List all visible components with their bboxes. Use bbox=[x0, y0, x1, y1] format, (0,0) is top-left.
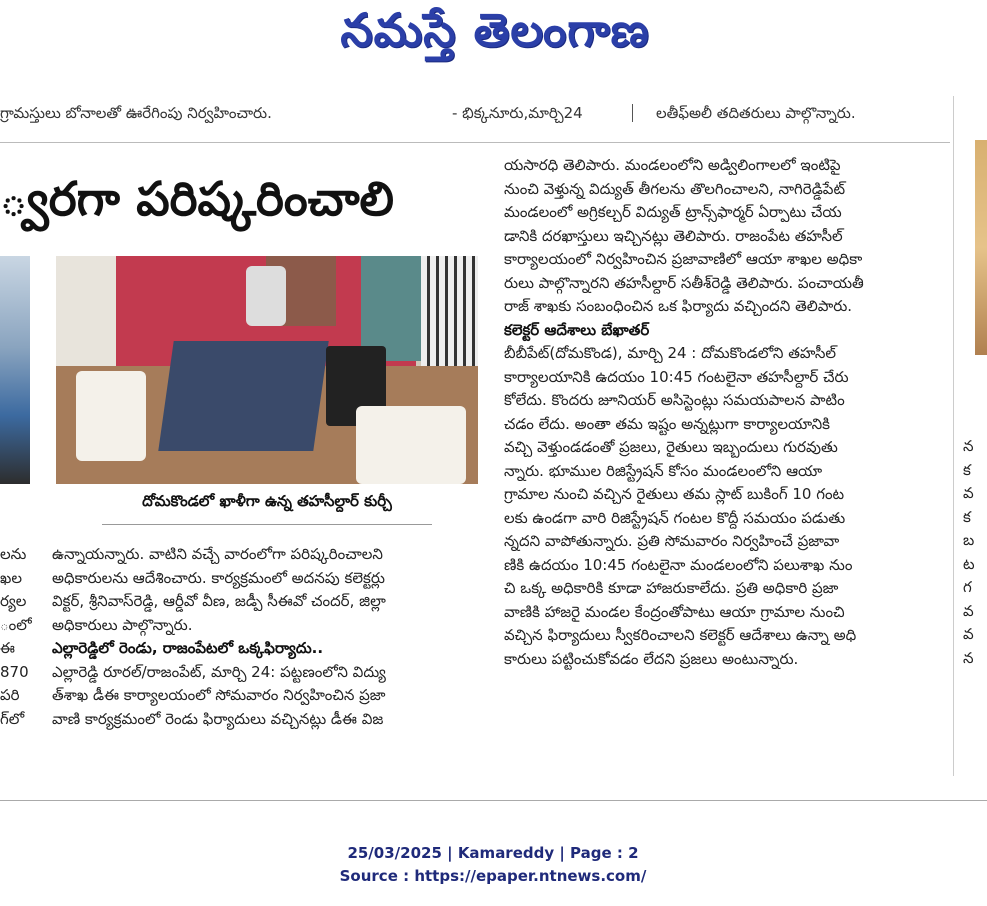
subheading-yellareddy: ఎల్లారెడ్డిలో రెండు, రాజంపేటలో ఒక్కఫిర్యాదు.. bbox=[52, 639, 324, 657]
text-line: ట bbox=[963, 554, 975, 573]
text-line: కార్యాలయంలో నిర్వహించిన ప్రజావాణిలో ఆయా శాఖల అధికా bbox=[504, 250, 863, 268]
text-line: యసారధి తెలిపారు. మండలంలోని అడ్విలింగాలలో ఇంటిపై bbox=[504, 156, 841, 174]
top-divider bbox=[0, 142, 950, 143]
text-line: త్‌శాఖ డీఈ కార్యాలయంలో సోమవారం నిర్వహించిన ప్రజా bbox=[52, 686, 386, 704]
text-line: చడం లేదు. అంతా తమ ఇష్టం అన్నట్లుగా కార్యాలయానికి bbox=[504, 414, 830, 433]
text-line: లను bbox=[0, 545, 27, 563]
article-photo-empty-office bbox=[56, 256, 478, 484]
text-line: వాణికి హాజరై మండల కేంద్రంతోపాటు ఆయా గ్రామాల నుంచి bbox=[504, 602, 845, 621]
text-line: గ్‌లో bbox=[0, 709, 25, 728]
caption-divider bbox=[102, 524, 432, 525]
text-line: వాణి కార్యక్రమంలో రెండు ఫిర్యాదులు వచ్చినట్లు డీఈ విజ bbox=[52, 709, 384, 728]
masthead-title: నమస్తే తెలంగాణ bbox=[340, 3, 650, 57]
text-line: గ్రామాల నుంచి వచ్చిన రైతులు తమ స్లాట్ బుకింగ్ 10 గంట bbox=[504, 485, 845, 503]
text-line: ంలో bbox=[0, 615, 32, 634]
text-line: కోలేదు. కొందరు జూనియర్ అసిస్టెంట్లు సమయపాలన పాటిం bbox=[504, 391, 845, 409]
column-divider bbox=[953, 96, 954, 776]
footer-divider bbox=[0, 800, 987, 801]
text-line: వచ్చిన ఫిర్యాదులు స్వీకరించాలని కలెక్టర్ ఆదేశాలు ఉన్నా అధి bbox=[504, 626, 857, 644]
subheading-collector-orders: కలెక్టర్ ఆదేశాలు బేఖాతర్ bbox=[504, 320, 650, 339]
partial-photo-left bbox=[0, 256, 30, 484]
text-line: ఎల్లారెడ్డి రూరల్/రాజంపేట్, మార్చి 24: పట్టణంలోని విద్యు bbox=[52, 662, 386, 681]
text-line: బీబీపేట్(దోమకొండ), మార్చి 24 : దోమకొండలోని తహసీల్ bbox=[504, 344, 837, 362]
text-line: చి ఒక్క అధికారికి కూడా హాజరుకాలేదు. ప్రతి అధికారి ప్రజా bbox=[504, 579, 839, 597]
top-strip-left: గ్రామస్తులు బోనాలతో ఊరేగింపు నిర్వహించారు. bbox=[0, 104, 272, 122]
text-line: లకు ఉండగా వారి రిజిస్ట్రేషన్ గంటల కొద్దీ సమయం పడుతు bbox=[504, 508, 846, 527]
text-line: ఖల bbox=[0, 568, 22, 587]
footer-date-edition: 25/03/2025 | Kamareddy | Page : 2 bbox=[347, 844, 639, 862]
text-line: ణికి ఉదయం 10:45 గంటలైనా మండలంలోని పలుశాఖ నుం bbox=[504, 555, 853, 574]
top-strip-divider bbox=[632, 104, 633, 122]
text-line: న bbox=[963, 437, 974, 455]
text-line: విక్టర్, శ్రీనివాస్‌రెడ్డి, ఆర్డీవో వీణ, జడ్పీ సీఈవో చందర్, జిల్లా bbox=[52, 592, 386, 610]
text-line: న్నదని వాపోతున్నారు. ప్రతి సోమవారం నిర్వహించే ప్రజావా bbox=[504, 532, 840, 550]
text-line: మండలంలో అగ్రికల్చర్ విద్యుత్ ట్రాన్స్‌ఫార్మర్ ఏర్పాటు చేయ bbox=[504, 203, 842, 221]
article-headline: ్వరగా పరిష్కరించాలి bbox=[0, 172, 395, 227]
text-line: ఉన్నాయన్నారు. వాటిని వచ్చే వారంలోగా పరిష్కరించాలని bbox=[52, 545, 383, 563]
text-line: గ bbox=[963, 578, 972, 596]
partial-photo-right bbox=[975, 140, 987, 355]
text-line: ర్యల bbox=[0, 592, 27, 610]
top-strip-right: లతీఫ్‌అలీ తదితరులు పాల్గొన్నారు. bbox=[656, 104, 856, 122]
text-line: అధికారులను ఆదేశించారు. కార్యక్రమంలో అదనపు కలెక్టర్లు bbox=[52, 568, 385, 587]
text-line: డానికి దరఖాస్తులు ఇచ్చినట్లు తెలిపారు. రాజంపేట తహసీల్ bbox=[504, 226, 843, 245]
text-line: క bbox=[963, 460, 971, 479]
column-c bbox=[504, 154, 950, 671]
text-line: క bbox=[963, 507, 971, 526]
text-line: వచ్చి వెళ్తుండడంతో ప్రజలు, రైతులు ఇబ్బందులు గురవుతు bbox=[504, 438, 838, 456]
column-d-fragment bbox=[963, 435, 987, 670]
text-line: నుంచి వెళ్తున్న విద్యుత్ తీగలను తొలగించాలని, నాగిరెడ్డిపేట్ bbox=[504, 179, 846, 198]
text-line: బ bbox=[963, 531, 975, 549]
footer bbox=[293, 842, 693, 888]
text-line: న bbox=[963, 648, 974, 667]
text-line: వ bbox=[963, 625, 974, 643]
column-b bbox=[52, 543, 480, 731]
footer-source: Source : https://epaper.ntnews.com/ bbox=[339, 867, 647, 885]
text-line: ఈ bbox=[0, 639, 15, 657]
text-line: అధికారులు పాల్గొన్నారు. bbox=[52, 615, 193, 634]
column-a-fragment bbox=[0, 543, 32, 731]
text-line: కారులు పట్టించుకోవడం లేదని ప్రజలు అంటున్నారు. bbox=[504, 649, 799, 668]
text-line: వ bbox=[963, 601, 974, 620]
text-line: కార్యాలయానికి ఉదయం 10:45 గంటలైనా తహసీల్దార్ చేరు bbox=[504, 367, 849, 386]
text-line: వ bbox=[963, 484, 974, 502]
text-line: న్నారు. భూముల రిజిస్ట్రేషన్ కోసం మండలంలోని ఆయా bbox=[504, 461, 823, 480]
text-line: పరి bbox=[0, 686, 20, 704]
photo-caption: దోమకొండలో ఖాళీగా ఉన్న తహసీల్దార్ కుర్చీ bbox=[142, 492, 392, 510]
top-strip-middle: - భిక్కనూరు,మార్చి24 bbox=[452, 104, 583, 122]
text-line: రాజ్ శాఖకు సంబంధించిన ఒక ఫిర్యాదు వచ్చిందని తెలిపారు. bbox=[504, 297, 853, 315]
text-line: 870 bbox=[0, 662, 29, 681]
text-line: రులు పాల్గొన్నారని తహసీల్దార్ సతీశ్‌రెడ్డి తెలిపారు. పంచాయతీ bbox=[504, 273, 864, 292]
